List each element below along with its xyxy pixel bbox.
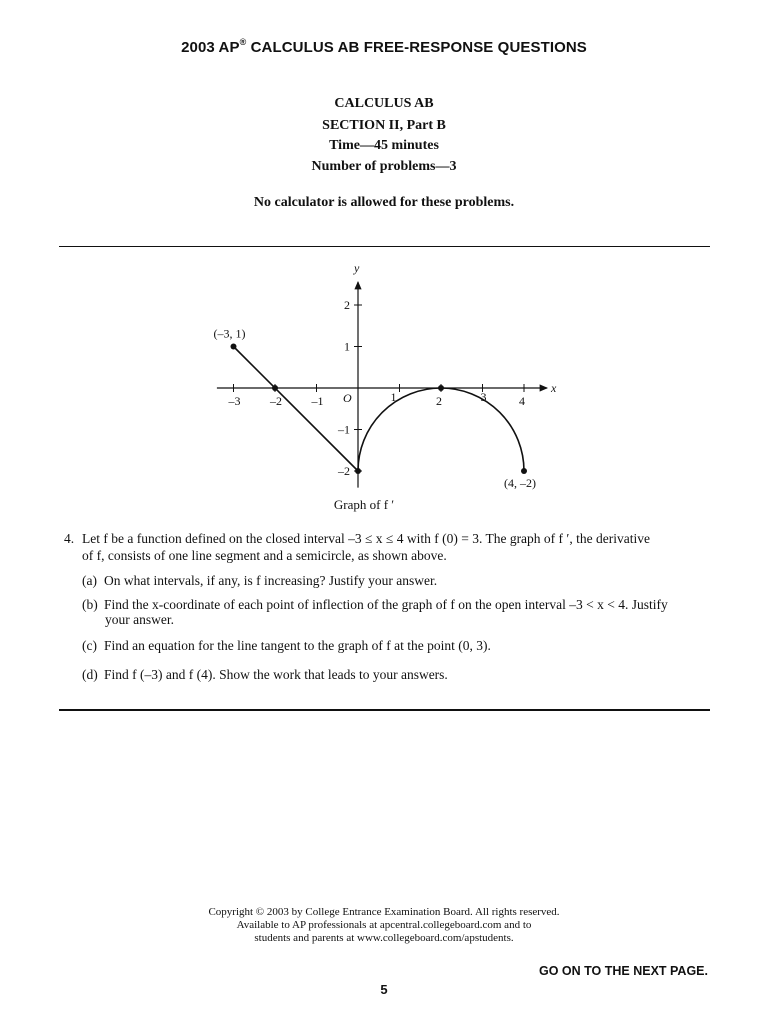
registered-mark: ® — [239, 37, 247, 47]
problem-part-c — [82, 638, 702, 653]
line-segment — [234, 347, 359, 472]
part-text: Find f (–3) and f (4). Show the work that leads to your answers. — [104, 667, 448, 682]
part-label: (b) — [82, 597, 98, 612]
graph-caption: Graph of f ′ — [333, 497, 395, 512]
graph-point — [231, 344, 237, 350]
x-tick-label: 3 — [480, 390, 487, 404]
origin-label: O — [343, 391, 352, 405]
part-text: Find an equation for the line tangent to the graph of f at the point (0, 3). — [104, 638, 491, 653]
y-tick-label: 1 — [344, 339, 350, 354]
part-text: On what intervals, if any, is f increasing? Justify your answer. — [104, 573, 438, 588]
y-tick-label: –2 — [338, 464, 350, 478]
graph-point — [438, 385, 444, 391]
copyright-notice — [0, 906, 768, 945]
section-problem-count: Number of problems—3 — [311, 159, 457, 174]
part-text-continued: your answer. — [105, 612, 174, 627]
problem-number: 4. — [64, 531, 75, 546]
problem-part-b — [82, 597, 702, 627]
x-tick-label: –2 — [270, 394, 282, 408]
section-time: Time—45 minutes — [329, 138, 439, 153]
x-tick-label: –1 — [311, 394, 324, 408]
problem-intro-line-1: Let f be a function defined on the closed interval –3 ≤ x ≤ 4 with f (0) = 3. The graph of f ′, the derivative — [82, 531, 650, 546]
point-label-start: (–3, 1) — [213, 326, 246, 341]
part-label: (d) — [82, 667, 98, 682]
y-tick-label: –1 — [338, 422, 350, 437]
graph-point — [272, 385, 278, 391]
x-axis-label: x — [550, 381, 557, 395]
problem-intro — [82, 530, 712, 564]
header-title-text-rest: CALCULUS AB FREE-RESPONSE QUESTIONS — [246, 39, 587, 56]
copyright-line-3: students and parents at www.collegeboard.com/apstudents. — [254, 932, 514, 944]
page-number: 5 — [380, 982, 388, 997]
part-label: (a) — [82, 573, 97, 588]
copyright-line-1: Copyright © 2003 by College Entrance Examination Board. All rights reserved. — [208, 906, 560, 918]
x-tick-label: 4 — [519, 394, 525, 408]
section-course: CALCULUS AB — [334, 96, 434, 111]
problem-intro-line-2: of f, consists of one line segment and a semicircle, as shown above. — [82, 548, 447, 563]
calculator-note: No calculator is allowed for these problems. — [253, 195, 515, 210]
part-text: Find the x-coordinate of each point of inflection of the graph of f on the open interval –3 < x < 4. Justify — [104, 597, 668, 612]
x-tick-label: –3 — [228, 394, 241, 408]
bottom-divider — [59, 709, 710, 711]
copyright-line-2: Available to AP professionals at apcentral.collegeboard.com and to — [236, 919, 532, 931]
y-tick-label: 2 — [344, 298, 350, 312]
x-tick-label: 1 — [390, 390, 397, 404]
part-label: (c) — [82, 638, 97, 653]
graph-point — [355, 468, 361, 474]
go-next-page-text: GO ON TO THE NEXT PAGE. — [538, 964, 708, 978]
point-label-end: (4, –2) — [504, 476, 536, 490]
problem-part-d — [82, 667, 702, 682]
graph-point — [521, 468, 527, 474]
y-axis-label: y — [354, 261, 360, 276]
header-title-text: 2003 AP — [181, 39, 240, 56]
problem-part-a — [82, 573, 702, 588]
x-tick-label: 2 — [436, 394, 442, 408]
section-part: SECTION II, Part B — [322, 118, 446, 133]
